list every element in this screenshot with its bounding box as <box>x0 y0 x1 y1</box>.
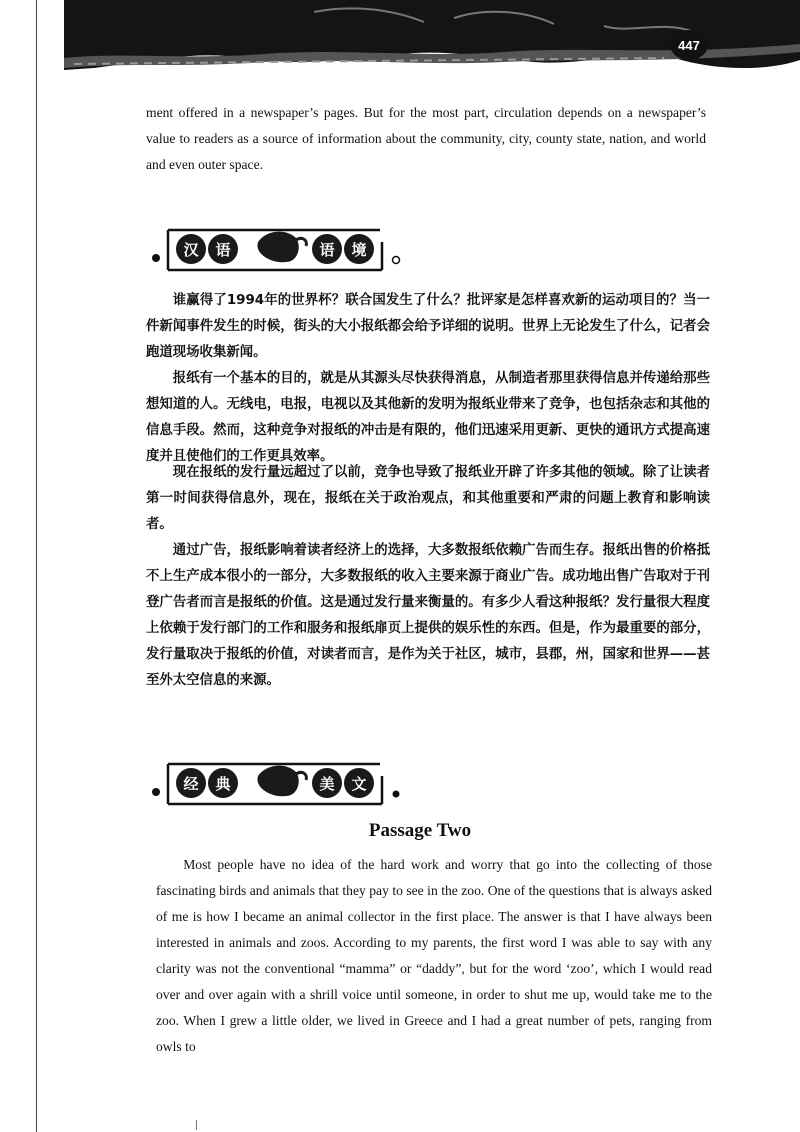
page-edge-line <box>36 0 37 1132</box>
banner-char: 经 <box>176 768 206 798</box>
banner-char: 语 <box>312 234 342 264</box>
banner-char: 文 <box>344 768 374 798</box>
passage-paragraph: Most people have no idea of the hard work and worry that go into the collecting of those fascinating birds and animals that they pay to see in the zoo. One of the questions that is always asked of me is how I became an animal collector in the first place. The answer is that I have always been interested in animals and zoos. According to my parents, the first word I was able to say with any clarity was not the conventional “mamma” or “daddy”, but for the word ‘zoo’, which I would read over and over again with a shrill voice until someone, in order to shut me up, would take me to the zoo. When I grew a little older, we lived in Greece and I had a great number of pets, ranging from owls to <box>156 857 712 1054</box>
chinese-paragraph: 现在报纸的发行量远超过了以前，竞争也导致了报纸业开辟了许多其他的领域。除了让读者第一时间获得信息外，现在，报纸在关于政治观点，和其他重要和严肃的问题上教育和影响读者。 <box>146 465 710 532</box>
passage-title: Passage Two <box>368 820 472 841</box>
chinese-paragraph: 谁赢得了1994年的世界杯？联合国发生了什么？批评家是怎样喜欢新的运动项目的？当一件新闻事件发生的时候，街头的大小报纸都会给予详细的说明。世界上无论发生了什么，记者会跑道现场收集新闻。 <box>146 293 710 360</box>
chinese-paragraph: 通过广告，报纸影响着读者经济上的选择，大多数报纸依赖广告而生存。报纸出售的价格抵不上生产成本很小的一部分，大多数报纸的收入主要来源于商业广告。成功地出售广告取对于刊登广告者而言是报纸的价值。这是通过发行量来衡量的。有多少人看这种报纸？发行量很大程度上依赖于发行部门的工作和服务和报纸扉页上提供的娱乐性的东西。但是，作为最重要的部分，发行量取决于报纸的价值，对读者而言，是作为关于社区，城市，县郡，州，国家和世界——甚至外太空信息的来源。 <box>146 543 710 688</box>
banner-char: 汉 <box>176 234 206 264</box>
banner-char: 美 <box>312 768 342 798</box>
banner-char: 典 <box>208 768 238 798</box>
chinese-paragraph: 报纸有一个基本的目的，就是从其源头尽快获得消息，从制造者那里获得信息并传递给那些想知道的人。无线电，电报，电视以及其他新的发明为报纸业带来了竞争，也包括杂志和其他的信息手段。然而，这种竞争对报纸的冲击是有限的，他们迅速采用更新、更快的通讯方式提高速度并且使他们的工作更具效率。 <box>146 371 710 464</box>
page-number: 447 <box>670 30 708 60</box>
section-banner-classic-text <box>150 752 430 814</box>
intro-paragraph: ment offered in a newspaper’s pages. But for the most part, circulation depends on a newspaper’s value to readers as a source of information about the community, city, county state, nation, and world and even outer space. <box>146 105 706 172</box>
section-banner-chinese-context <box>150 218 430 280</box>
banner-char: 境 <box>344 234 374 264</box>
banner-char: 语 <box>208 234 238 264</box>
footer-tick <box>196 1120 197 1130</box>
